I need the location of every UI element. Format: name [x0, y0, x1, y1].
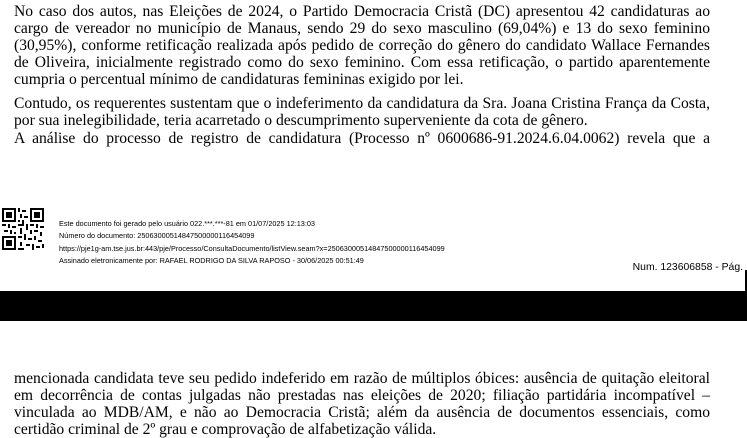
- paragraph-3: A análise do processo de registro de candidatura (Processo nº 0600686-91.2024.6.04.0062) revela que a: [14, 130, 710, 147]
- signature-metadata: [59, 218, 445, 268]
- document-url[interactable]: https://pje1g-am.tse.jus.br:443/pje/Processo/ConsultaDocumento/listView.seam?x=25063000514847500000116454099: [59, 243, 445, 253]
- paragraph-4: mencionada candidata teve seu pedido indeferido em razão de múltiplos óbices: ausência de quitação eleitoral em decorrência de contas julgadas não prestadas nas eleições de 2020; filiação partidária incompatível – vinculada ao MDB/AM, e não ao Democracia Cristã; além da ausência de documentos essenciais, como certidão criminal de 2º grau e comprovação de alfabetização válida.: [14, 370, 710, 438]
- document-footer: [0, 205, 747, 285]
- generated-by-line: Este documento foi gerado pelo usuário 022.***.***-81 em 01/07/2025 12:13:03: [59, 219, 315, 228]
- page-break: [0, 291, 747, 321]
- document-number: Número do documento: 25063000514847500000116454099: [59, 231, 255, 241]
- page-number: Num. 123606858 - Pág.: [632, 262, 743, 273]
- paragraph-1: No caso dos autos, nas Eleições de 2024, o Partido Democracia Cristã (DC) apresentou 42 candidaturas ao cargo de vereador no município de Manaus, sendo 29 do sexo masculino (69,04%) e 13 do sexo feminino (30,95%), conforme retificação realizada após pedido de correção do gênero do candidato Wallace Fernandes de Oliveira, inicialmente registrado como do sexo feminino. Com essa retificação, o partido aparentemente cumpria o percentual mínimo de candidaturas femininas exigido por lei.: [14, 3, 710, 88]
- signed-by-line: Assinado eletronicamente por: RAFAEL RODRIGO DA SILVA RAPOSO - 30/06/2025 00:51:49: [59, 256, 364, 266]
- paragraph-2: Contudo, os requerentes sustentam que o indeferimento da candidatura da Sra. Joana Cristina França da Costa, por sua inelegibilidade, teria acarretado o descumprimento superveniente da cota de gênero.: [14, 95, 710, 129]
- qr-code-icon: [2, 208, 44, 250]
